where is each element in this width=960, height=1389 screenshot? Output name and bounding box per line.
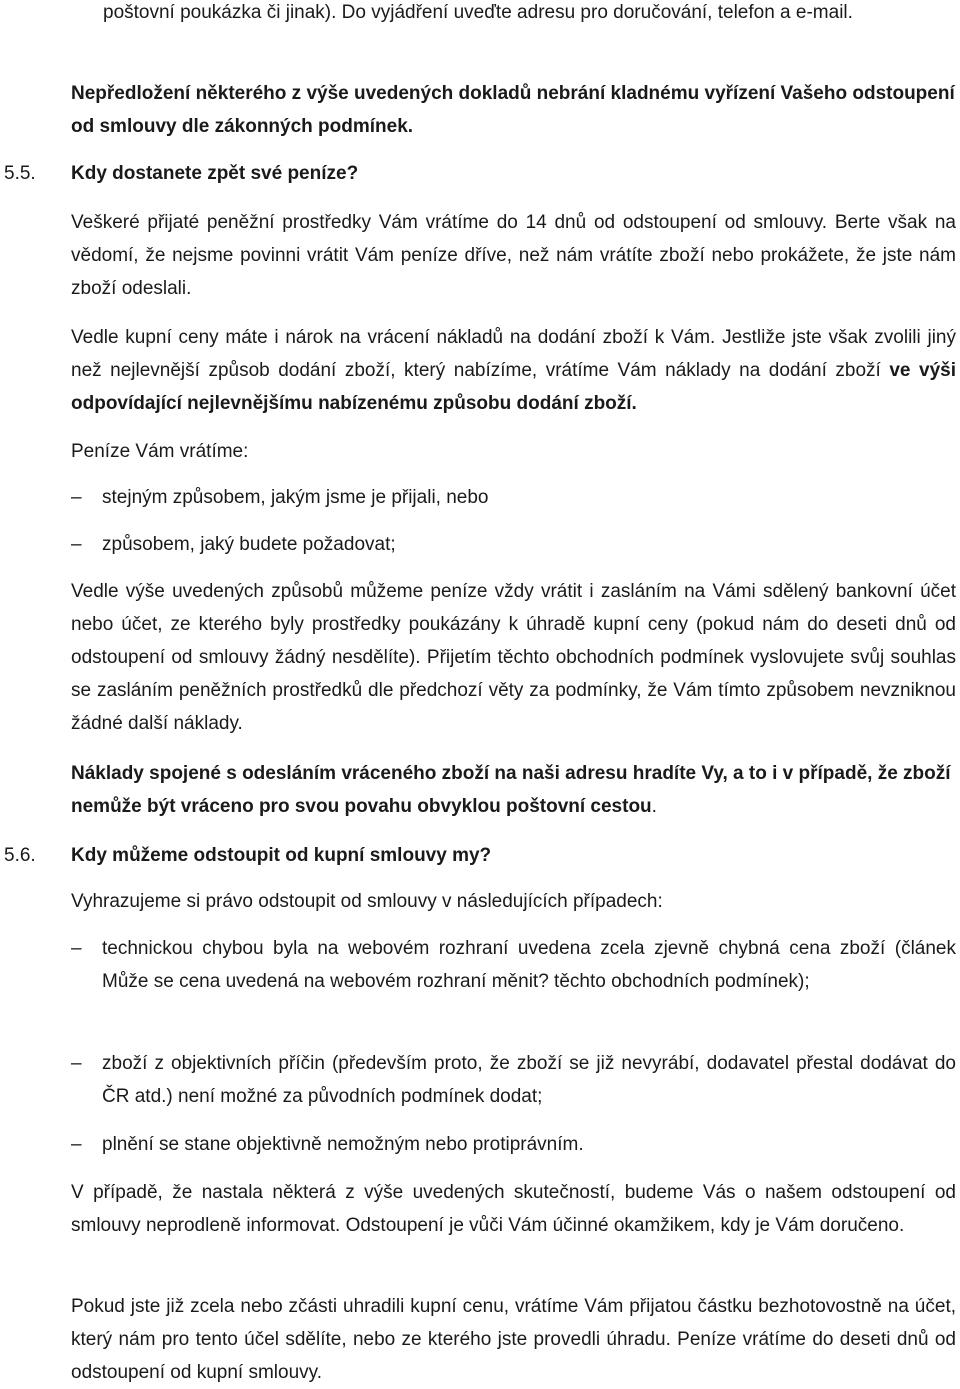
dash-bullet: – <box>71 487 82 508</box>
list-item <box>71 1047 956 1113</box>
section-title: Kdy dostanete zpět své peníze? <box>71 163 359 184</box>
section-5-6-heading <box>4 839 491 872</box>
bold-notice: Nepředložení některého z výše uvedených dokladů nebrání kladnému vyřízení Vašeho odstoupení od smlouvy dle zákonných podmínek. <box>71 83 955 137</box>
dash-bullet: – <box>71 534 82 555</box>
list-item <box>71 481 956 514</box>
section-number: 5.6. <box>4 845 36 866</box>
list-item-text: stejným způsobem, jakým jsme je přijali, nebo <box>102 487 489 508</box>
paragraph-refund-payment: Pokud jste již zcela nebo zčásti uhradili kupní cenu, vrátíme Vám přijatou částku bezhotovostně na účet, který nám pro tento účel sdělíte, nebo ze kterého jste provedli úhradu. Peníze vrátíme do deseti dnů od odstoupení od kupní smlouvy. <box>71 1296 956 1383</box>
dash-bullet: – <box>71 1134 82 1155</box>
section-5-5-heading <box>4 157 358 190</box>
section-title: Kdy můžeme odstoupit od kupní smlouvy my? <box>71 845 492 866</box>
paragraph-bank-account: Vedle výše uvedených způsobů můžeme peníze vždy vrátit i zasláním na Vámi sdělený bankovní účet nebo účet, ze kterého byly prostředky poukázány k úhradě kupní ceny (pokud nám do deseti dnů od odstoupení od smlouvy žádný nesdělíte). Přijetím těchto obchodních podmínek vyslovujete svůj souhlas se zasláním peněžních prostředků dle předchozí věty za podmínky, že Vám tímto způsobem nevzniknou žádné další náklady. <box>71 581 956 734</box>
delivery-costs-bold: ve výši odpovídající nejlevnějšímu nabízenému způsobu dodání zboží. <box>71 360 956 414</box>
list-item-text: způsobem, jaký budete požadovat; <box>102 534 396 555</box>
dash-bullet: – <box>71 938 82 959</box>
list-item <box>71 528 956 561</box>
delivery-costs-text: Vedle kupní ceny máte i nárok na vrácení nákladů na dodání zboží k Vám. Jestliže jste však zvolili jiný než nejlevnější způsob dodání zboží, který nabízíme, vrátíme Vám náklady na dodání zboží <box>71 327 956 381</box>
paragraph-refund-deadline: Veškeré přijaté peněžní prostředky Vám vrátíme do 14 dnů od odstoupení od smlouvy. Berte však na vědomí, že nejsme povinni vrátit Vám peníze dříve, než nám vrátíte zboží nebo prokážete, že jste nám zboží odeslali. <box>71 212 956 299</box>
list-item <box>71 932 956 998</box>
list-item-text: technickou chybou byla na webovém rozhraní uvedena zcela zjevně chybná cena zboží (článek Může se cena uvedená na webovém rozhraní měnit? těchto obchodních podmínek); <box>102 938 956 992</box>
paragraph-reservation: Vyhrazujeme si právo odstoupit od smlouvy v následujících případech: <box>71 891 663 912</box>
paragraph-notification: V případě, že nastala některá z výše uvedených skutečností, budeme Vás o našem odstoupení od smlouvy neprodleně informovat. Odstoupení je vůči Vám účinné okamžikem, kdy je Vám doručeno. <box>71 1182 956 1236</box>
section-number: 5.5. <box>4 163 36 184</box>
paragraph-return-costs <box>71 757 956 823</box>
list-item-text: zboží z objektivních příčin (především proto, že zboží se již nevyrábí, dodavatel přestal dodávat do ČR atd.) není možné za původních podmínek dodat; <box>102 1053 956 1107</box>
list-item <box>71 1128 956 1161</box>
paragraph-delivery-costs <box>71 321 956 420</box>
return-costs-bold: Náklady spojené s odesláním vráceného zboží na naši adresu hradíte Vy, a to i v případě, že zboží nemůže být vráceno pro svou povahu obvyklou poštovní cestou <box>71 763 951 817</box>
dash-bullet: – <box>71 1053 82 1074</box>
paragraph-refund-methods-intro: Peníze Vám vrátíme: <box>71 441 249 462</box>
return-costs-end: . <box>651 796 657 817</box>
list-item-text: plnění se stane objektivně nemožným nebo protiprávním. <box>102 1134 584 1155</box>
top-paragraph: poštovní poukázka či jinak). Do vyjádření uveďte adresu pro doručování, telefon a e-mail. <box>103 2 853 23</box>
